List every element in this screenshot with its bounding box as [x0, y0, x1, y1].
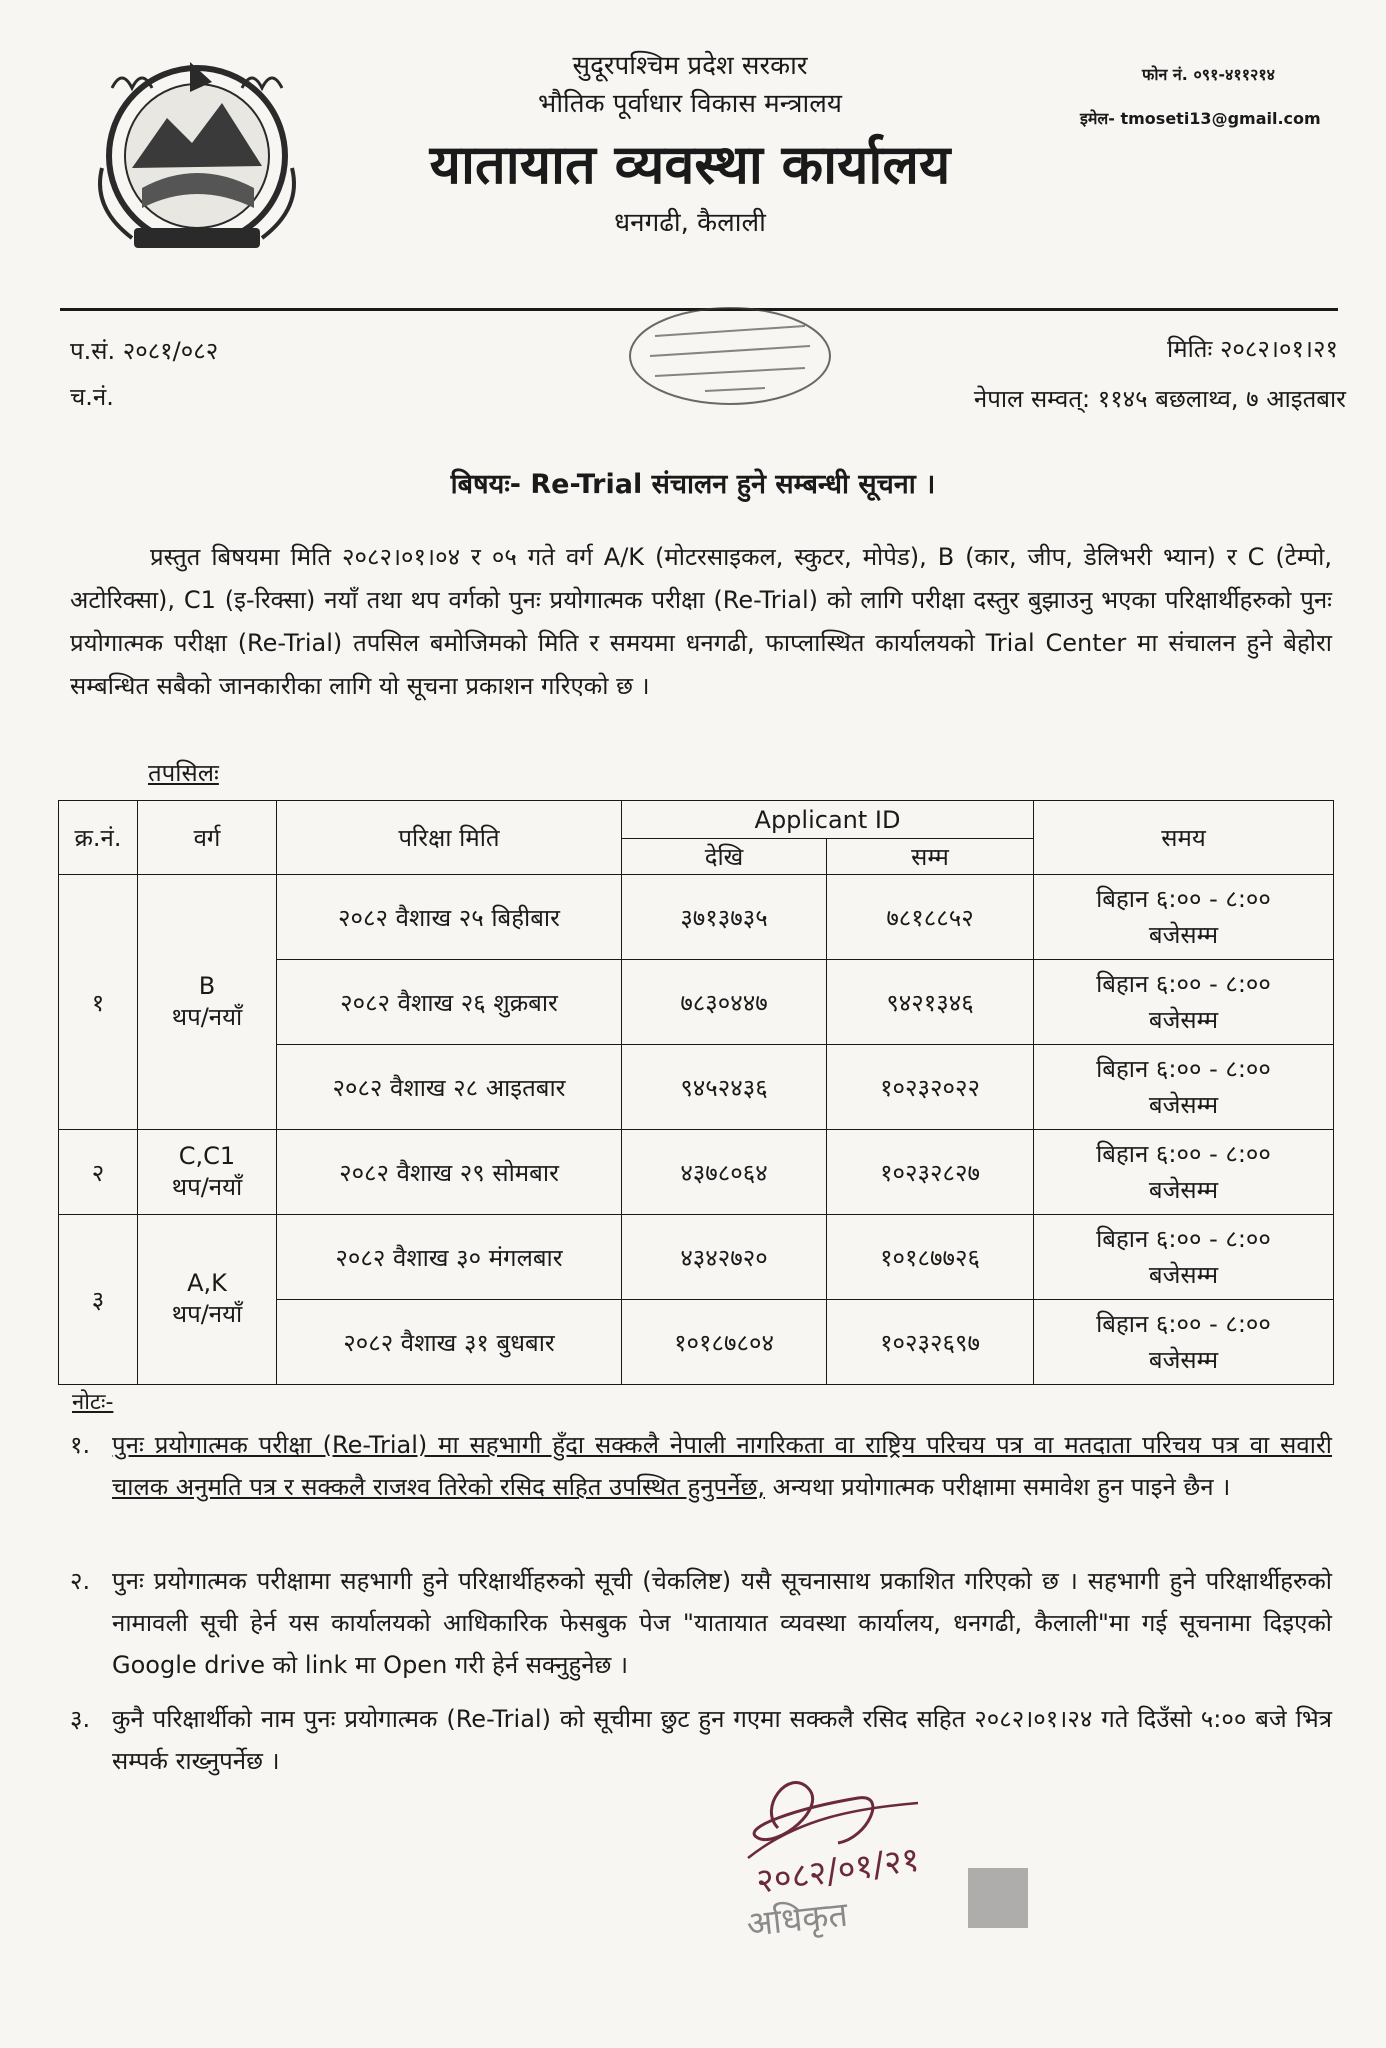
cell-to: १०१८७७२६	[827, 1215, 1034, 1300]
cell-from: १०१८७८०४	[622, 1300, 827, 1385]
category-code: B	[198, 971, 216, 1000]
category-type: थप/नयाँ	[171, 1300, 243, 1328]
category-code: C,C1	[178, 1141, 236, 1170]
svg-text:अधिकृत: अधिकृत	[744, 1894, 850, 1945]
note-number: २.	[70, 1567, 91, 1595]
time-range: बिहान ६:०० - ८:००	[1096, 970, 1271, 998]
cell-from: ४३७८०६४	[622, 1130, 827, 1215]
cell-time	[1034, 875, 1334, 960]
note-item-1	[70, 1424, 1332, 1508]
time-suffix: बजेसम्म	[1148, 1006, 1219, 1034]
retrial-schedule-table	[58, 800, 1334, 1385]
header-applicant-id: Applicant ID	[622, 801, 1034, 839]
header-time: समय	[1034, 801, 1334, 875]
cell-to: १०२३२०२२	[827, 1045, 1034, 1130]
category-type: थप/नयाँ	[171, 1002, 243, 1031]
note-underlined-text: पुनः प्रयोगात्मक परीक्षा (Re-Trial) मा सहभागी हुँदा सक्कलै नेपाली नागरिकता वा राष्ट्रिय परिचय पत्र वा मतदाता परिचय पत्र वा सवारी चालक अनुमति पत्र र सक्कलै राजश्व तिरेको रसिद सहित उपस्थित हुनुपर्नेछ,	[112, 1431, 1332, 1501]
table-header-row	[59, 801, 1334, 839]
category-code: A,K	[187, 1269, 227, 1297]
note-text	[112, 1424, 1332, 1508]
cell-date: २०८२ वैशाख ३० मंगलबार	[277, 1215, 622, 1300]
cell-sn: १	[59, 875, 138, 1130]
dispatch-number: च.नं.	[70, 383, 114, 411]
phone-number: फोन नं. ०९१-४११२१४	[1142, 65, 1275, 84]
letterhead	[330, 48, 1050, 242]
time-range: बिहान ६:०० - ८:००	[1096, 1310, 1271, 1338]
note-rest-text: अन्यथा प्रयोगात्मक परीक्षामा समावेश हुन पाइने छैन ।	[765, 1473, 1231, 1501]
reference-number: प.सं. २०८१/०८२	[70, 337, 219, 365]
header-to: सम्म	[827, 839, 1034, 875]
table-row	[59, 1130, 1334, 1215]
time-range: बिहान ६:०० - ८:००	[1096, 885, 1271, 913]
notice-subject: बिषयः- Re-Trial संचालन हुने सम्बन्धी सूचना ।	[450, 469, 936, 500]
header-sn: क्र.नं.	[59, 801, 138, 875]
note-item-3	[70, 1698, 1332, 1782]
office-stamp	[615, 296, 845, 416]
cell-from: ३७१३७३५	[622, 875, 827, 960]
ministry-name: भौतिक पूर्वाधार विकास मन्त्रालय	[538, 89, 842, 119]
table-row	[59, 1215, 1334, 1300]
cell-to: ७८१८८५२	[827, 875, 1034, 960]
cell-sn: ३	[59, 1215, 138, 1385]
cell-category	[138, 875, 277, 1130]
cell-from: ४३४२७२०	[622, 1215, 827, 1300]
time-suffix: बजेसम्म	[1148, 1176, 1219, 1204]
cell-to: १०२३२६९७	[827, 1300, 1034, 1385]
notice-body: प्रस्तुत बिषयमा मिति २०८२।०१।०४ र ०५ गते वर्ग A/K (मोटरसाइकल, स्कुटर, मोपेड), B (कार, जीप, डेलिभरी भ्यान) र C (टेम्पो, अटोरिक्सा), C1 (इ-रिक्सा) नयाँ तथा थप वर्गको पुनः प्रयोगात्मक परीक्षा (Re-Trial) को लागि परीक्षा दस्तुर बुझाउनु भएका परिक्षार्थीहरुको पुनः प्रयोगात्मक परीक्षा (Re-Trial) तपसिल बमोजिमको मिति र समयमा धनगढी, फाप्लास्थित कार्यालयको Trial Center मा संचालन हुने बेहोरा सम्बन्धित सबैको जानकारीका लागि यो सूचना प्रकाशन गरिएको छ ।	[70, 543, 1332, 700]
province-government: सुदूरपश्चिम प्रदेश सरकार	[572, 51, 808, 81]
office-title: यातायात व्यवस्था कार्यालय	[429, 132, 951, 196]
note-number: ३.	[70, 1705, 91, 1733]
time-range: बिहान ६:०० - ८:००	[1096, 1140, 1271, 1168]
time-suffix: बजेसम्म	[1148, 921, 1219, 949]
cell-time	[1034, 960, 1334, 1045]
cell-sn: २	[59, 1130, 138, 1215]
cell-date: २०८२ वैशाख २९ सोमबार	[277, 1130, 622, 1215]
header-exam-date: परिक्षा मिति	[277, 801, 622, 875]
office-city: धनगढी, कैलाली	[614, 208, 766, 238]
time-range: बिहान ६:०० - ८:००	[1096, 1055, 1271, 1083]
table-row	[59, 875, 1334, 960]
contact-block	[1080, 60, 1330, 134]
cell-date: २०८२ वैशाख २५ बिहीबार	[277, 875, 622, 960]
note-text: पुनः प्रयोगात्मक परीक्षामा सहभागी हुने परिक्षार्थीहरुको सूची (चेकलिष्ट) यसै सूचनासाथ प्रकाशित गरिएको छ । सहभागी हुने परिक्षार्थीहरुको नामावली सूची हेर्न यस कार्यालयको आधिकारिक फेसबुक पेज "यातायात व्यवस्था कार्यालय, धनगढी, कैलाली"मा गई सूचनामा दिइएको Google drive को link मा Open गरी हेर्न सक्नुहुनेछ ।	[112, 1567, 1332, 1679]
nepal-emblem-icon	[72, 48, 322, 258]
cell-date: २०८२ वैशाख २८ आइतबार	[277, 1045, 622, 1130]
time-suffix: बजेसम्म	[1148, 1091, 1219, 1119]
note-number: १.	[70, 1431, 91, 1459]
cell-to: ९४२१३४६	[827, 960, 1034, 1045]
cell-time	[1034, 1130, 1334, 1215]
notes-heading: नोटः-	[72, 1390, 114, 1415]
nepal-sambat-date: नेपाल सम्वत्: ११४५ बछलाथ्व, ७ आइतबार	[973, 385, 1346, 413]
time-range: बिहान ६:०० - ८:००	[1096, 1225, 1271, 1253]
time-suffix: बजेसम्म	[1148, 1261, 1219, 1289]
cell-to: १०२३२८२७	[827, 1130, 1034, 1215]
cell-date: २०८२ वैशाख २६ शुक्रबार	[277, 960, 622, 1045]
details-label: तपसिलः	[148, 759, 219, 787]
category-type: थप/नयाँ	[171, 1172, 243, 1201]
svg-text:२०८२/०१/२१: २०८२/०१/२१	[753, 1839, 923, 1902]
cell-from: ७८३०४४७	[622, 960, 827, 1045]
cell-from: ९४५२४३६	[622, 1045, 827, 1130]
header-from: देखि	[622, 839, 827, 875]
cell-category	[138, 1130, 277, 1215]
time-suffix: बजेसम्म	[1148, 1346, 1219, 1374]
note-text: कुनै परिक्षार्थीको नाम पुनः प्रयोगात्मक (Re-Trial) को सूचीमा छुट हुन गएमा सक्कलै रसिद सहित २०८२।०१।२४ गते दिउँसो ५:०० बजे भित्र सम्पर्क राख्नुपर्नेछ ।	[112, 1705, 1332, 1775]
issue-date: मितिः २०८२।०१।२१	[1167, 335, 1338, 363]
cell-category	[138, 1215, 277, 1385]
note-item-2	[70, 1560, 1332, 1686]
header-category: वर्ग	[138, 801, 277, 875]
cell-date: २०८२ वैशाख ३१ बुधबार	[277, 1300, 622, 1385]
cell-time	[1034, 1045, 1334, 1130]
cell-time	[1034, 1215, 1334, 1300]
cell-time	[1034, 1300, 1334, 1385]
officer-signature	[718, 1748, 1048, 1948]
email-address: इमेल- tmoseti13@gmail.com	[1080, 109, 1321, 128]
